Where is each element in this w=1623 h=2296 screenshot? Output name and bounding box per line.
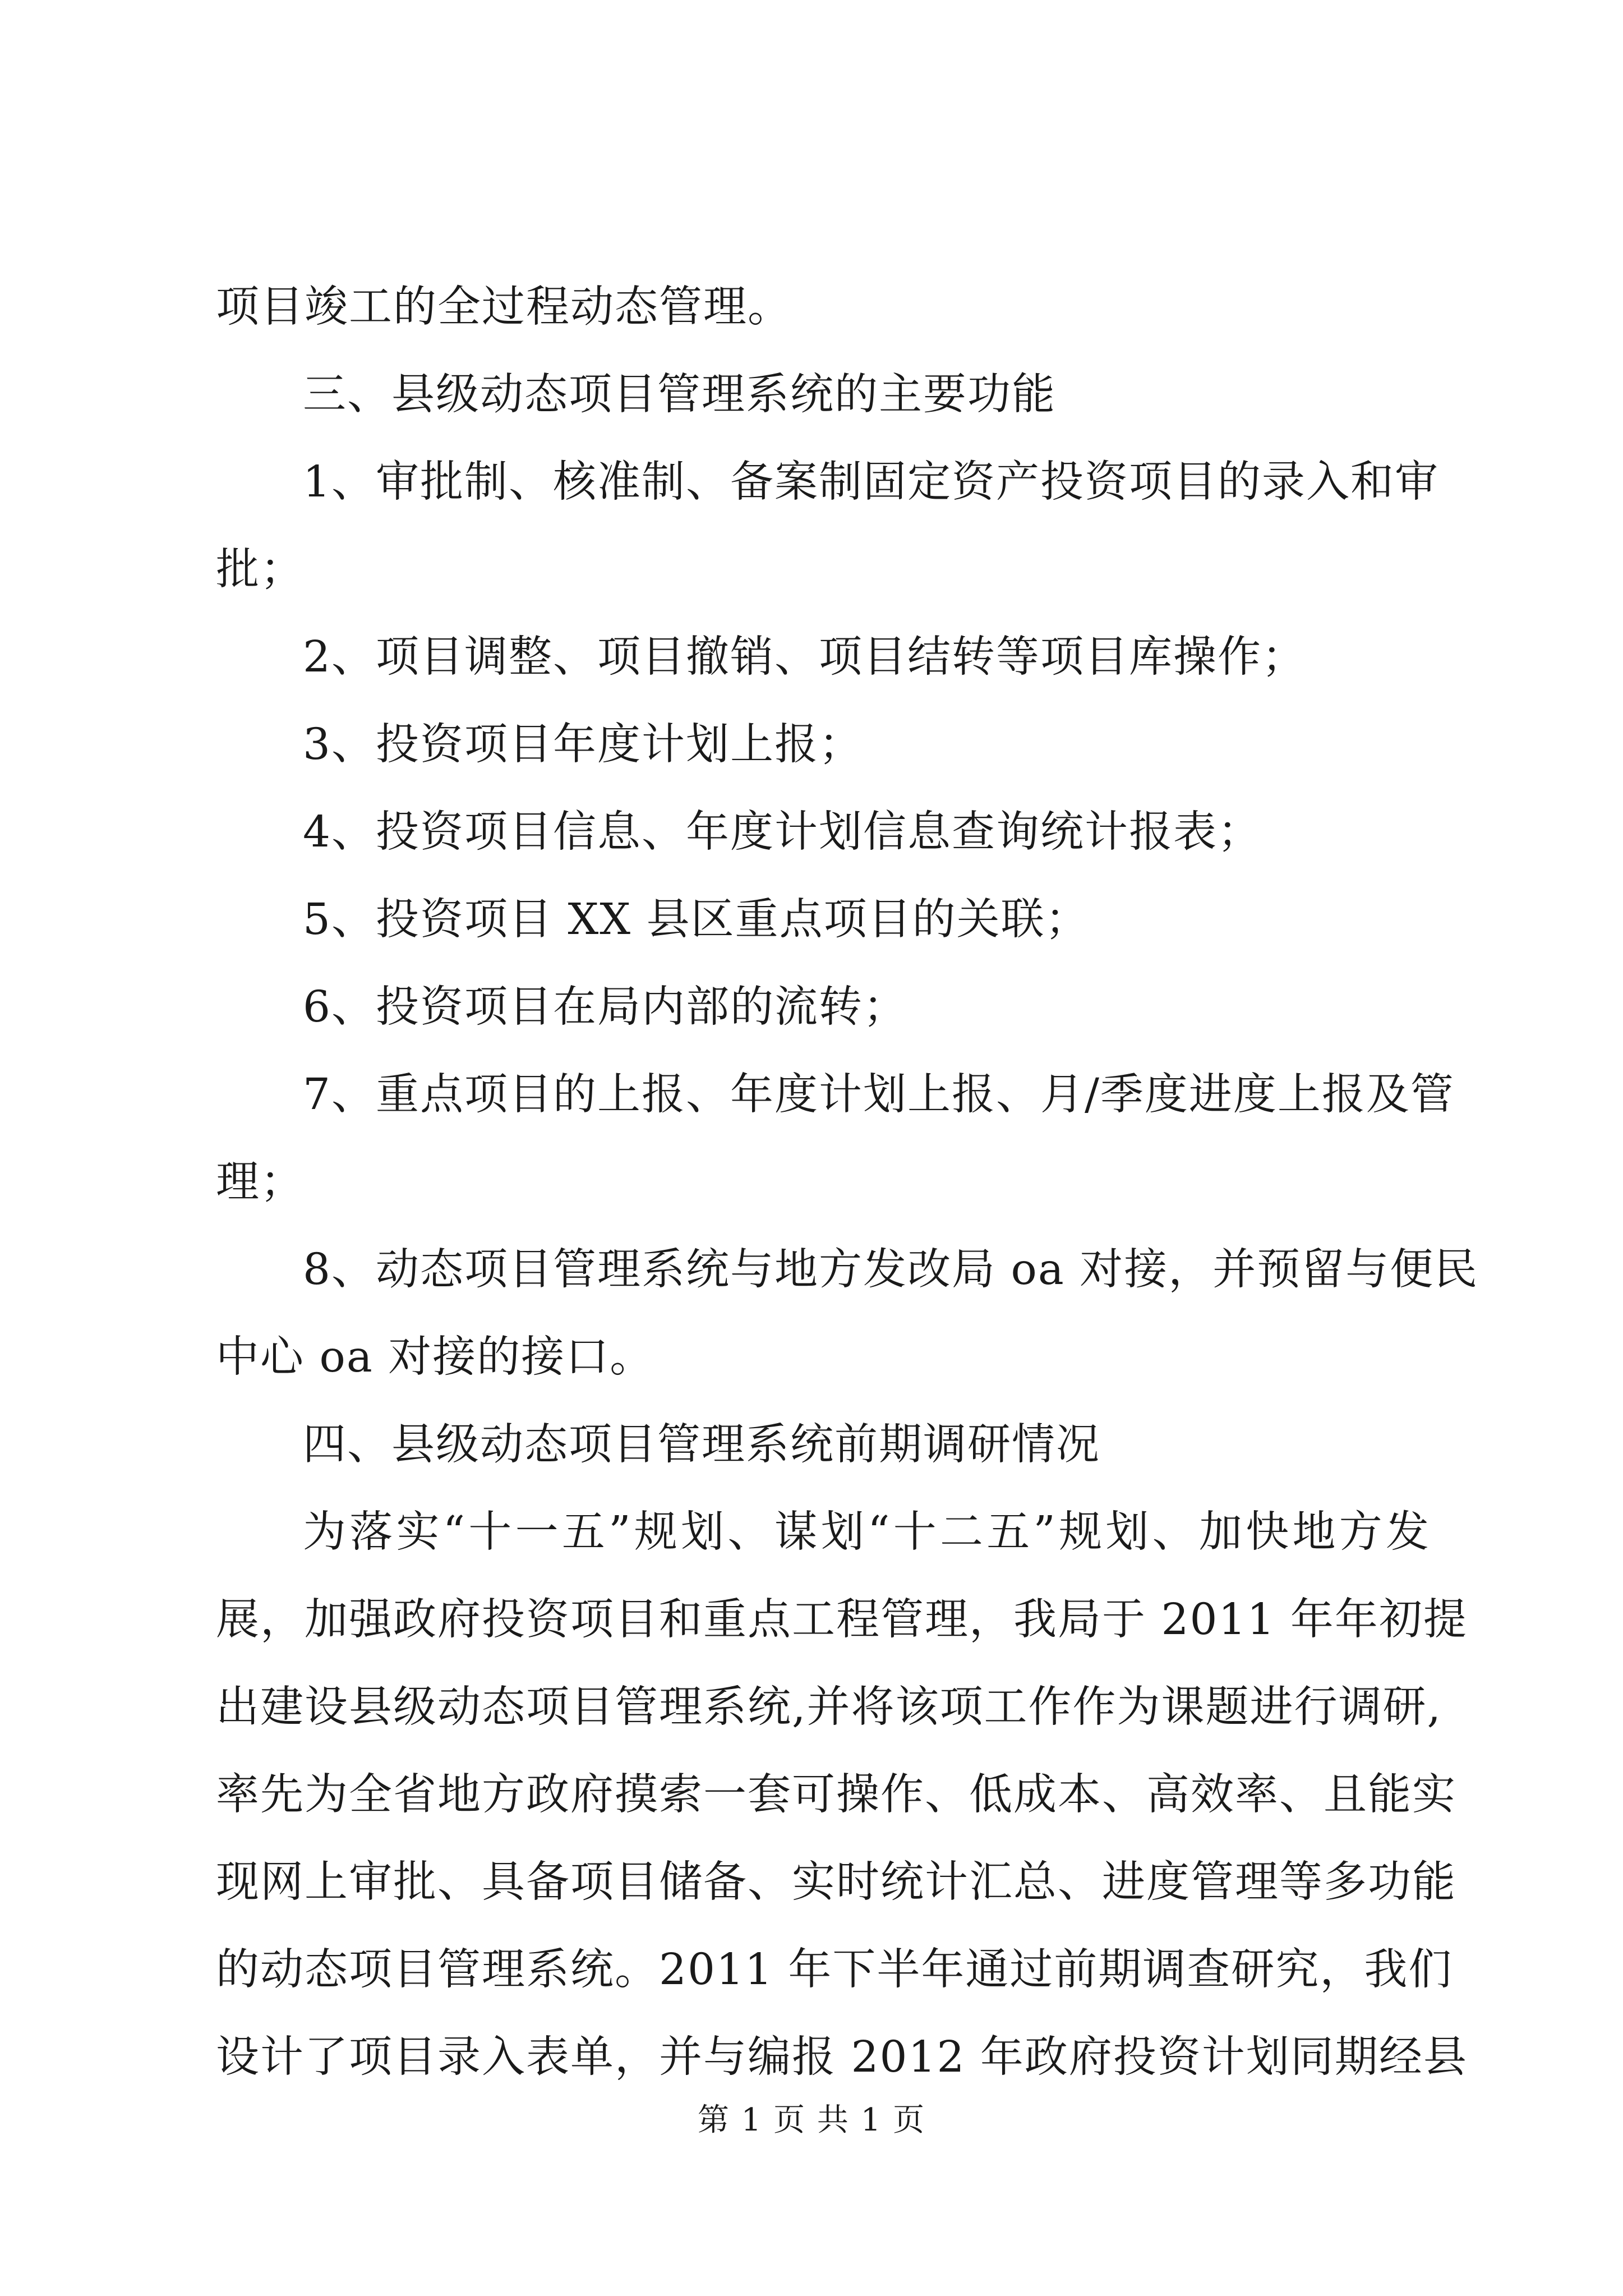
text-line: 的动态项目管理系统。2011 年下半年通过前期调查研究，我们 <box>216 1945 1453 1995</box>
text-line: 6、投资项目在局内部的流转； <box>303 982 907 1032</box>
text-line: 率先为全省地方政府摸索一套可操作、低成本、高效率、且能实 <box>216 1770 1456 1820</box>
text-line: 3、投资项目年度计划上报； <box>303 720 863 770</box>
text-line: 1、审批制、核准制、备案制固定资产投资项目的录入和审 <box>303 457 1439 507</box>
text-line: 现网上审批、具备项目储备、实时统计汇总、进度管理等多功能 <box>216 1857 1456 1907</box>
text-line: 中心 oa 对接的接口。 <box>216 1332 654 1382</box>
text-line: 展，加强政府投资项目和重点工程管理，我局于 2011 年年初提 <box>216 1595 1468 1645</box>
text-line: 设计了项目录入表单，并与编报 2012 年政府投资计划同期经县 <box>216 2032 1468 2082</box>
text-line: 8、动态项目管理系统与地方发改局 oa 对接，并预留与便民 <box>303 1245 1479 1295</box>
text-line: 三、县级动态项目管理系统的主要功能 <box>303 370 1056 420</box>
body-text <box>216 264 1479 2101</box>
text-line: 四、县级动态项目管理系统前期调研情况 <box>303 1420 1100 1470</box>
text-line: 项目竣工的全过程动态管理。 <box>216 282 792 332</box>
text-line: 批； <box>216 545 305 595</box>
text-line: 4、投资项目信息、年度计划信息查询统计报表； <box>303 807 1262 857</box>
text-line: 出建设县级动态项目管理系统,并将该项工作作为课题进行调研, <box>216 1682 1442 1732</box>
text-line: 理； <box>216 1157 305 1207</box>
page-footer: 第 1 页 共 1 页 <box>697 2102 926 2138</box>
text-line: 7、重点项目的上报、年度计划上报、月/季度进度上报及管 <box>303 1070 1455 1120</box>
text-line: 2、项目调整、项目撤销、项目结转等项目库操作； <box>303 632 1306 682</box>
text-line: 5、投资项目 XX 县区重点项目的关联； <box>303 895 1090 945</box>
text-line: 为落实“十一五”规划、谋划“十二五”规划、加快地方发 <box>303 1507 1430 1557</box>
